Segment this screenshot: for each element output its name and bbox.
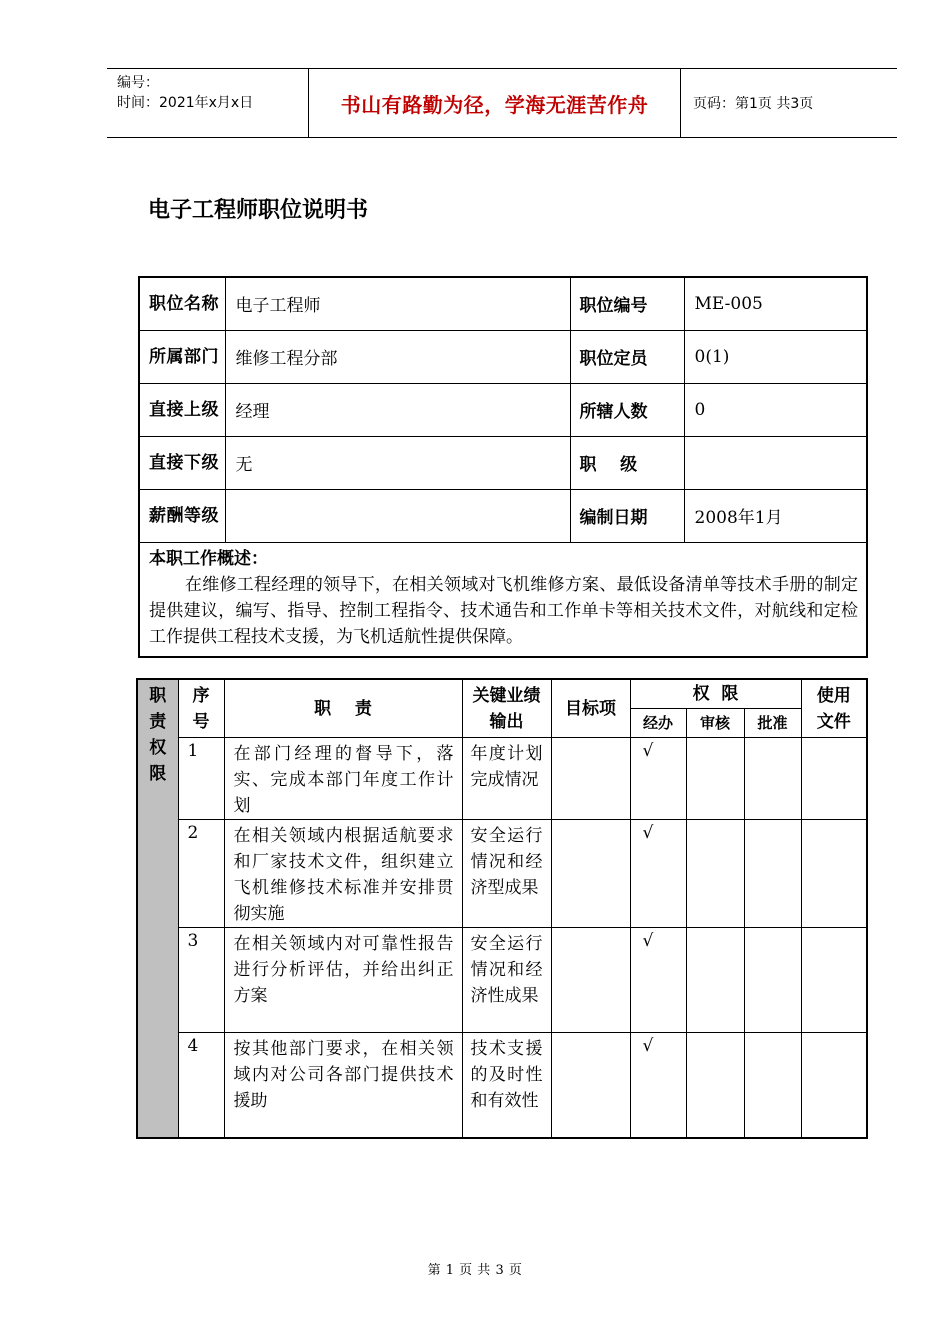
info-row <box>139 277 867 330</box>
info-value: ME-005 <box>684 277 867 330</box>
header-duty: 职 责 <box>224 679 462 738</box>
job-summary <box>139 542 867 657</box>
duty-docs <box>801 820 867 928</box>
duty-kpi: 安全运行情况和经济型成果 <box>462 820 551 928</box>
duty-approve <box>744 928 801 1033</box>
header-approve: 批准 <box>744 709 801 738</box>
duty-description: 在相关领域内根据适航要求和厂家技术文件，组织建立飞机维修技术标准并安排贯彻实施 <box>224 820 462 928</box>
duty-no: 1 <box>178 738 224 820</box>
info-label: 职位名称 <box>139 277 225 330</box>
duty-review <box>686 738 744 820</box>
header-docs <box>801 679 867 738</box>
document-title: 电子工程师职位说明书 <box>148 198 369 223</box>
info-label: 直接上级 <box>139 383 225 436</box>
duty-docs <box>801 928 867 1033</box>
info-value: 电子工程师 <box>225 277 570 330</box>
header-motto: 书山有路勤为径，学海无涯苦作舟 <box>309 69 681 137</box>
info-label: 薪酬等级 <box>139 489 225 542</box>
info-row <box>139 383 867 436</box>
info-label: 直接下级 <box>139 436 225 489</box>
page-header <box>107 68 897 138</box>
info-row <box>139 436 867 489</box>
duty-docs <box>801 738 867 820</box>
info-value: 0 <box>684 383 867 436</box>
duties-header-row <box>137 679 867 709</box>
info-value: 维修工程分部 <box>225 330 570 383</box>
duty-target <box>551 820 630 928</box>
duty-handle-check: √ <box>630 820 686 928</box>
info-value <box>225 489 570 542</box>
duties-table <box>136 678 868 1139</box>
duty-description: 在相关领域内对可靠性报告进行分析评估，并给出纠正方案 <box>224 928 462 1033</box>
duty-description: 在部门经理的督导下，落实、完成本部门年度工作计划 <box>224 738 462 820</box>
header-kpi-text: 关键业绩输出 <box>472 685 541 732</box>
document-time-label: 时间：2021年x月x日 <box>117 95 254 111</box>
duty-review <box>686 820 744 928</box>
info-value: 无 <box>225 436 570 489</box>
info-row <box>139 489 867 542</box>
info-value: 2008年1月 <box>684 489 867 542</box>
duty-approve <box>744 738 801 820</box>
summary-text: 在维修工程经理的领导下，在相关领域对飞机维修方案、最低设备清单等技术手册的制定提供建议，编写、指导、控制工程指令、技术通告和工作单卡等相关技术文件，对航线和定检工作提供工程技术支援，为飞机适航性提供保障。 <box>149 574 858 647</box>
duty-approve <box>744 820 801 928</box>
duty-handle-check: √ <box>630 738 686 820</box>
info-value: 经理 <box>225 383 570 436</box>
info-value: 0(1) <box>684 330 867 383</box>
duty-row <box>137 820 867 928</box>
header-kpi <box>462 679 551 738</box>
duty-no: 2 <box>178 820 224 928</box>
info-label: 编制日期 <box>570 489 684 542</box>
header-no <box>178 679 224 738</box>
duty-target <box>551 1033 630 1138</box>
header-review: 审核 <box>686 709 744 738</box>
document-number-label: 编号： <box>117 75 159 91</box>
header-target: 目标项 <box>551 679 630 738</box>
position-info-table <box>138 276 868 658</box>
summary-title: 本职工作概述： <box>149 548 268 569</box>
page-footer: 第 1 页 共 3 页 <box>427 1263 523 1278</box>
info-label: 职 级 <box>570 436 684 489</box>
header-meta <box>107 69 309 137</box>
info-label: 职位编号 <box>570 277 684 330</box>
info-label: 职位定员 <box>570 330 684 383</box>
header-no-text: 序号 <box>192 685 210 732</box>
duty-review <box>686 1033 744 1138</box>
header-authority: 权 限 <box>630 679 801 709</box>
info-row <box>139 330 867 383</box>
info-value <box>684 436 867 489</box>
duty-description: 按其他部门要求，在相关领域内对公司各部门提供技术援助 <box>224 1033 462 1138</box>
duty-no: 4 <box>178 1033 224 1138</box>
header-docs-text: 使用文件 <box>816 685 851 732</box>
duty-row <box>137 928 867 1033</box>
duty-no: 3 <box>178 928 224 1033</box>
duty-row <box>137 738 867 820</box>
duty-kpi: 技术支援的及时性和有效性 <box>462 1033 551 1138</box>
duty-kpi: 年度计划完成情况 <box>462 738 551 820</box>
duty-row <box>137 1033 867 1138</box>
duty-target <box>551 738 630 820</box>
duty-handle-check: √ <box>630 1033 686 1138</box>
info-label: 所辖人数 <box>570 383 684 436</box>
info-label: 所属部门 <box>139 330 225 383</box>
summary-row <box>139 542 867 657</box>
header-handle: 经办 <box>630 709 686 738</box>
duties-side-label <box>137 679 178 1138</box>
duty-target <box>551 928 630 1033</box>
duty-kpi: 安全运行情况和经济性成果 <box>462 928 551 1033</box>
duty-review <box>686 928 744 1033</box>
duty-approve <box>744 1033 801 1138</box>
duty-handle-check: √ <box>630 928 686 1033</box>
side-label-text: 职责权限 <box>149 686 167 784</box>
header-page-info: 页码：第1页 共3页 <box>693 96 814 112</box>
duty-docs <box>801 1033 867 1138</box>
